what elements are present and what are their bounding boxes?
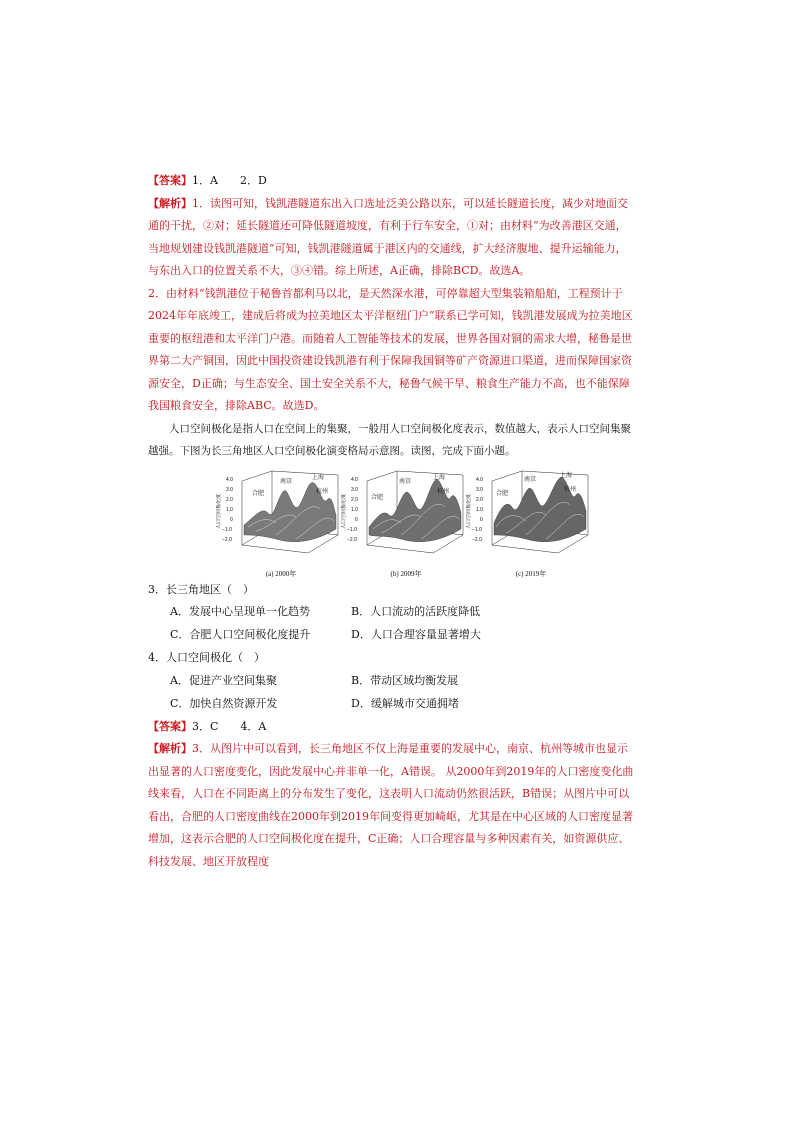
y-axis-label: 人口空间极化度 — [216, 493, 222, 529]
city-label: 上海 — [312, 473, 325, 481]
city-label: 上海 — [560, 471, 573, 479]
option-b: B．人口流动的活跃度降低 — [351, 605, 481, 618]
tick-label: −1.0 — [222, 526, 232, 533]
option-a: A．发展中心呈现单一化趋势 — [170, 605, 310, 618]
tick-label: 2.0 — [476, 496, 483, 503]
tick-label: −1.0 — [472, 526, 482, 533]
tick-label: 3.0 — [476, 486, 483, 493]
tick-label: 3.0 — [226, 486, 233, 493]
surface-plot-b — [341, 469, 471, 565]
figure-caption: (a) 2000年 — [265, 569, 297, 578]
tick-label: −1.0 — [347, 526, 357, 533]
city-label: 合肥 — [252, 489, 265, 497]
option-d: D．人口合理容量显著增大 — [351, 628, 481, 641]
city-label: 南京 — [399, 477, 412, 485]
surface-plot-a — [216, 469, 346, 565]
city-label: 南京 — [280, 477, 293, 485]
option-c: C．加快自然资源开发 — [170, 696, 278, 710]
question-4-stem: 4．人口空间极化（ ） — [148, 651, 265, 664]
question-3-options-row-1 — [148, 601, 634, 624]
tick-label: 2.0 — [226, 496, 233, 503]
analysis-label: 【解析】 — [148, 196, 192, 210]
answer-label: 【答案】 — [148, 719, 192, 733]
question-3-stem: 3．长三角地区（ ） — [148, 582, 254, 596]
analysis-paragraph-2: 2．由材料“钱凯港位于秘鲁首都利马以北，是天然深水港，可停靠超大型集装箱船舶，工程预计于2024年年底竣工，建成后将成为拉美地区太平洋枢纽门户”联系已学可知，钱凯港发展成为拉美地区重要的枢纽港和太平洋门户港。而随着人工智能等技术的发展，世界各国对铜的需求大增，秘鲁是世界第二大产铜国，因此中国投资建设钱凯港有利于保障我国铜等矿产资源进口渠道，进而保障国家资源安全，D正确；与生态安全、国土安全关系不大，秘鲁气候干旱、粮食生产能力不高，也不能保障我国粮食安全，排除ABC。故选D。 — [148, 286, 633, 412]
city-label: 合肥 — [496, 489, 509, 497]
figure-b — [341, 469, 471, 579]
question-4-options-row-2 — [148, 693, 634, 716]
question-3-options-row-2 — [148, 624, 634, 647]
option-a: A．促进产业空间集聚 — [170, 673, 277, 687]
figure-row — [148, 469, 634, 579]
city-label: 合肥 — [371, 493, 384, 501]
y-axis-label: 人口空间极化度 — [341, 493, 347, 529]
figure-caption: (b) 2009年 — [390, 569, 422, 578]
analysis-paragraph-1: 【解析】1．读图可知，钱凯港隧道东出入口选址泛美公路以东，可以延长隧道长度，减少对地面交通的干扰，②对；延长隧道还可降低隧道坡度，有利于行车安全，①对；由材料“为改善港区交通，当地规划建设钱凯港隧道”可知，钱凯港隧道属于港区内的交通线，扩大经济腹地、提升运输能力，与东出入口的位置关系不大，③④错。综上所述，A正确，排除BCD。故选A。 — [148, 196, 628, 277]
tick-label: 0 — [355, 516, 358, 523]
city-label: 杭州 — [437, 487, 450, 495]
city-label: 上海 — [433, 473, 446, 481]
city-label: 杭州 — [316, 487, 329, 495]
figure-caption: (c) 2019年 — [515, 569, 547, 578]
tick-label: −2.0 — [222, 536, 232, 543]
surface-plot-c — [466, 469, 596, 565]
answer-label: 【答案】 — [148, 174, 192, 187]
tick-label: 0 — [480, 516, 483, 523]
tick-label: 1.0 — [226, 506, 233, 513]
tick-label: 3.0 — [351, 486, 358, 493]
answer-block-2 — [148, 716, 634, 739]
figure-c — [466, 469, 596, 579]
material-text: 人口空间极化是指人口在空间上的集聚，一般用人口空间极化度表示，数值越大，表示人口空间集聚越强。下图为长三角地区人口空间极化演变格局示意图。读图，完成下面小题。 — [148, 422, 631, 457]
tick-label: 4.0 — [351, 476, 358, 483]
tick-label: 4.0 — [226, 476, 233, 483]
question-4-options-row-1 — [148, 670, 634, 693]
analysis-paragraph-3: 【解析】3．从图片中可以看到，长三角地区不仅上海是重要的发展中心，南京、杭州等城市也显示出显著的人口密度变化，因此发展中心并非单一化，A错误。 从2000年到2019年的人口密度变化曲线来看，人口在不同距离上的分布发生了变化，这表明人口流动仍然很活跃，B错误；从图片中可以看出，合肥的人口密度曲线在2000年到2019年间变得更加崎岖，尤其是在中心区域的人口密度显著增加，这表示合肥的人口空间极化度在提升，C正确；人口合理容量与多种因素有关，如资源供应、科技发展、地区开放程度 — [148, 742, 634, 868]
tick-label: −2.0 — [347, 536, 357, 543]
option-c: C．合肥人口空间极化度提升 — [170, 628, 311, 641]
y-axis-label: 人口空间极化度 — [466, 493, 472, 529]
option-d: D．缓解城市交通拥堵 — [351, 696, 459, 710]
analysis-label: 【解析】 — [148, 742, 192, 755]
tick-label: 2.0 — [351, 496, 358, 503]
page-content — [148, 170, 634, 873]
tick-label: 1.0 — [476, 506, 483, 513]
figure-a — [216, 469, 346, 579]
answer-text: 3．C 4．A — [192, 719, 267, 733]
tick-label: 4.0 — [476, 476, 483, 483]
tick-label: −2.0 — [472, 536, 482, 543]
option-b: B．带动区域均衡发展 — [351, 673, 459, 687]
tick-label: 0 — [230, 516, 233, 523]
city-label: 南京 — [524, 475, 537, 483]
answer-block-1 — [148, 170, 634, 193]
answer-text: 1．A 2．D — [192, 174, 267, 187]
city-label: 杭州 — [564, 485, 577, 493]
tick-label: 1.0 — [351, 506, 358, 513]
